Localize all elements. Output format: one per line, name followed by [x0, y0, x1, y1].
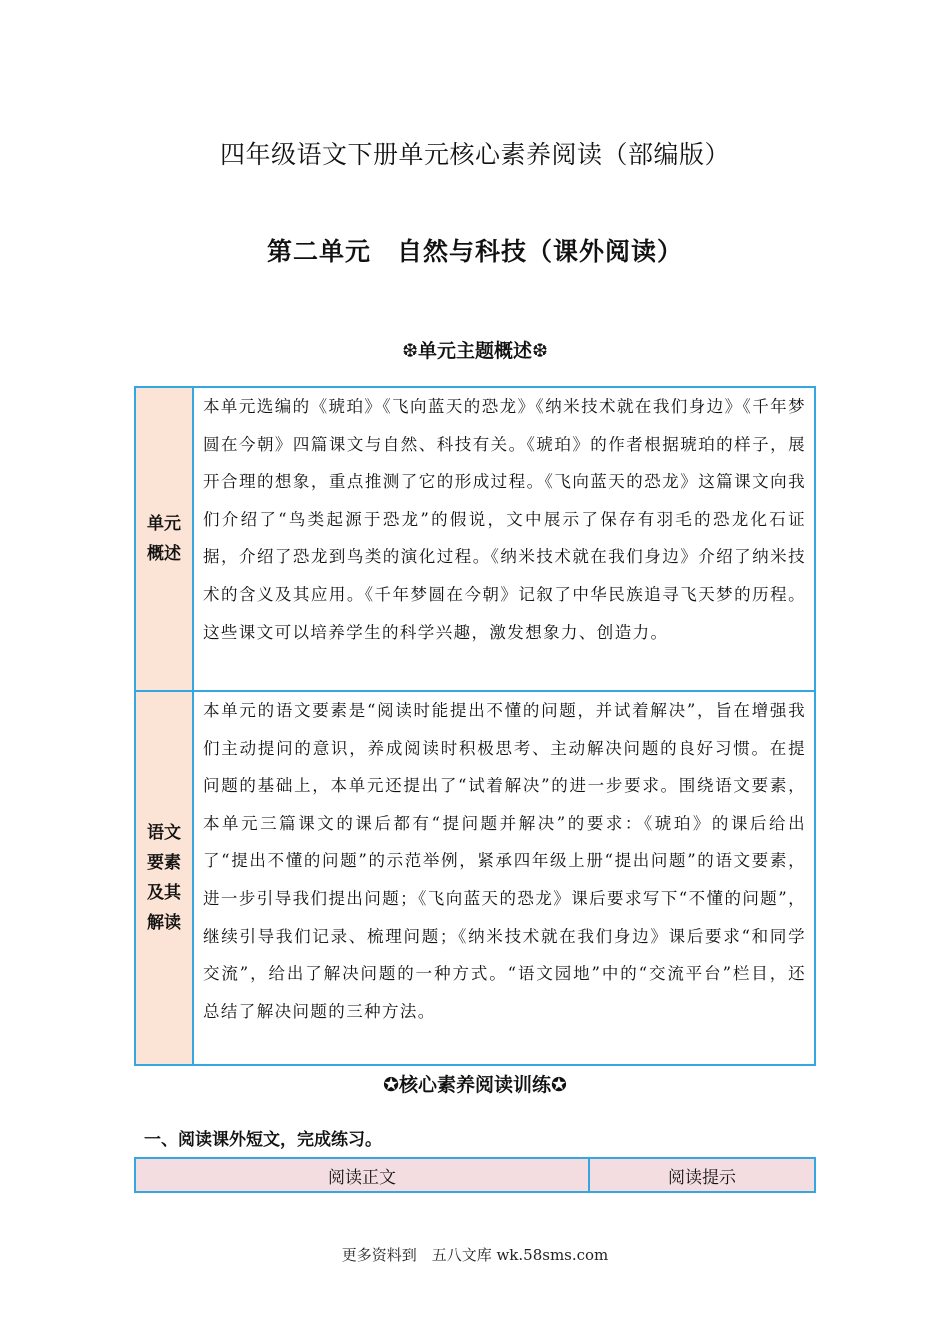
row-label-unit-overview: 单元 概述: [135, 387, 193, 691]
document-title: 四年级语文下册单元核心素养阅读（部编版）: [219, 140, 730, 169]
overview-section-heading: [0, 336, 950, 363]
unit-title: 第二单元 自然与科技（课外阅读）: [266, 237, 683, 266]
unit-overview-text: 本单元选编的《琥珀》《飞向蓝天的恐龙》《纳米技术就在我们身边》《千年梦圆在今朝》四篇课文与自然、科技有关。《琥珀》的作者根据琥珀的样子，展开合理的想象，重点推测了它的形成过程。《飞向蓝天的恐龙》这篇课文向我们介绍了“鸟类起源于恐龙”的假说，文中展示了保存有羽毛的恐龙化石证据，介绍了恐龙到鸟类的演化过程。《纳米技术就在我们身边》介绍了纳米技术的含义及其应用。《千年梦圆在今朝》记叙了中华民族追寻飞天梦的历程。这些课文可以培养学生的科学兴趣，激发想象力、创造力。: [193, 387, 815, 691]
footer-text: 更多资料到 五八文库 wk.58sms.com: [341, 1246, 609, 1264]
row-label-language-elements: 语文 要素 及其 解读: [135, 691, 193, 1065]
exercise-heading: 一、阅读课外短文，完成练习。: [144, 1130, 382, 1150]
training-section-heading: [0, 1070, 950, 1097]
header-reading-tips: 阅读提示: [589, 1158, 815, 1192]
table-header-row: [135, 1158, 815, 1192]
overview-heading-text: 单元主题概述: [417, 340, 532, 362]
reading-table: [134, 1157, 816, 1193]
snowflake-icon: ❆: [402, 340, 418, 362]
header-reading-text: 阅读正文: [135, 1158, 589, 1192]
star-icon: ✪: [551, 1074, 567, 1096]
table-row: [135, 387, 815, 691]
language-elements-text: 本单元的语文要素是“阅读时能提出不懂的问题，并试着解决”，旨在增强我们主动提问的意识，养成阅读时积极思考、主动解决问题的良好习惯。在提问题的基础上，本单元还提出了“试着解决”的进一步要求。围绕语文要素，本单元三篇课文的课后都有“提问题并解决”的要求：《琥珀》的课后给出了“提出不懂的问题”的示范举例，紧承四年级上册“提出问题”的语文要素，进一步引导我们提出问题；《飞向蓝天的恐龙》课后要求写下“不懂的问题”，继续引导我们记录、梳理问题；《纳米技术就在我们身边》课后要求“和同学交流”，给出了解决问题的一种方式。“语文园地”中的“交流平台”栏目，还总结了解决问题的三种方法。: [193, 691, 815, 1065]
star-icon: ✪: [383, 1074, 399, 1096]
table-row: [135, 691, 815, 1065]
training-heading-text: 核心素养阅读训练: [398, 1074, 551, 1096]
snowflake-icon: ❆: [532, 340, 548, 362]
unit-overview-table: [134, 386, 816, 1066]
